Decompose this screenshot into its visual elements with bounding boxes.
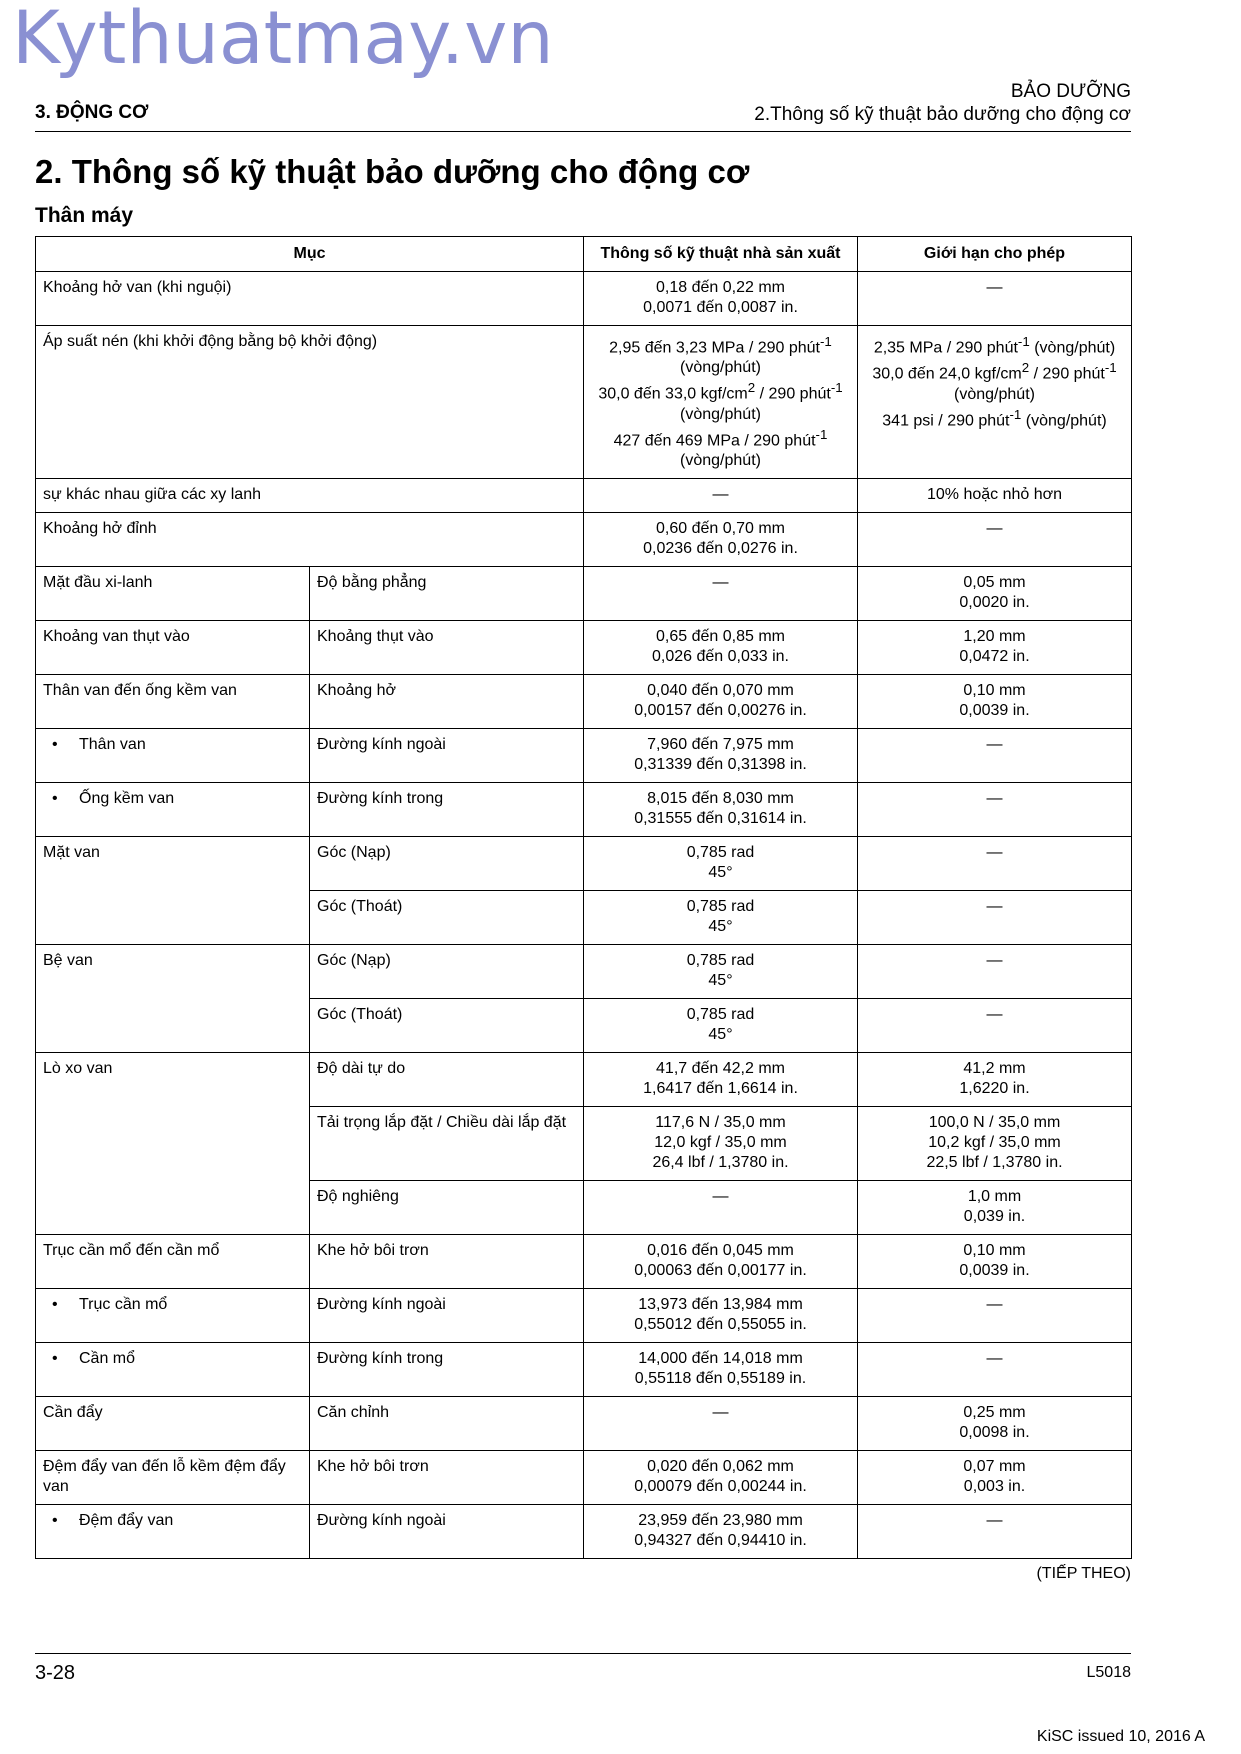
table-row bbox=[36, 326, 1132, 479]
spec-cell: 0,785 rad 45° bbox=[584, 836, 858, 890]
item-cell: • Trục cần mổ bbox=[36, 1288, 310, 1342]
limit-cell: — bbox=[858, 890, 1132, 944]
sub-item-cell: Độ dài tự do bbox=[310, 1052, 584, 1106]
item-cell: Bệ van bbox=[36, 944, 310, 1052]
table-row bbox=[36, 620, 1132, 674]
issued-note: KiSC issued 10, 2016 A bbox=[1036, 1728, 1205, 1745]
limit-cell: — bbox=[858, 1504, 1132, 1558]
sub-item-cell: Căn chỉnh bbox=[310, 1396, 584, 1450]
table-row bbox=[36, 1234, 1132, 1288]
limit-cell: 10% hoặc nhỏ hơn bbox=[858, 478, 1132, 512]
item-cell: • Thân van bbox=[36, 728, 310, 782]
limit-cell: — bbox=[858, 512, 1132, 566]
sub-item-cell: Góc (Nạp) bbox=[310, 836, 584, 890]
spec-cell: 0,040 đến 0,070 mm 0,00157 đến 0,00276 in. bbox=[584, 674, 858, 728]
spec-cell: 0,785 rad 45° bbox=[584, 890, 858, 944]
limit-cell: — bbox=[858, 836, 1132, 890]
limit-cell: — bbox=[858, 728, 1132, 782]
limit-cell: 1,20 mm 0,0472 in. bbox=[858, 620, 1132, 674]
item-cell: Khoảng hở đỉnh bbox=[36, 512, 584, 566]
sub-item-cell: Tải trọng lắp đặt / Chiều dài lắp đặt bbox=[310, 1106, 584, 1180]
header-divider bbox=[35, 131, 1131, 132]
item-cell: • Cần mổ bbox=[36, 1342, 310, 1396]
limit-cell: 0,05 mm 0,0020 in. bbox=[858, 566, 1132, 620]
spec-cell: 41,7 đến 42,2 mm 1,6417 đến 1,6614 in. bbox=[584, 1052, 858, 1106]
item-cell: Thân van đến ống kềm van bbox=[36, 674, 310, 728]
sub-item-cell: Khe hở bôi trơn bbox=[310, 1234, 584, 1288]
sub-item-cell: Đường kính ngoài bbox=[310, 1504, 584, 1558]
spec-cell: 2,95 đến 3,23 MPa / 290 phút$^{-1}$ (vòng/phút) 30,0 đến 33,0 kgf/$cm^2 / 290$ phút$^{-1}$ (vòng/phút) 427 đến 469 MPa / 290 phút$^{-1}$ (vòng/phút) bbox=[584, 326, 858, 479]
sub-item-cell: Độ nghiêng bbox=[310, 1180, 584, 1234]
header-spec: Thông số kỹ thuật nhà sản xuất bbox=[584, 237, 858, 272]
watermark-text: Kythuatmay.vn bbox=[12, 0, 554, 81]
limit-cell: — bbox=[858, 782, 1132, 836]
header-limit: Giới hạn cho phép bbox=[858, 237, 1132, 272]
header-section: 3. ĐỘNG CƠ bbox=[35, 102, 149, 123]
table-row bbox=[36, 1396, 1132, 1450]
spec-table bbox=[35, 236, 1132, 1559]
table-row bbox=[36, 478, 1132, 512]
table-row bbox=[36, 782, 1132, 836]
spec-cell: 8,015 đến 8,030 mm 0,31555 đến 0,31614 in. bbox=[584, 782, 858, 836]
spec-cell: 0,60 đến 0,70 mm 0,0236 đến 0,0276 in. bbox=[584, 512, 858, 566]
table-row bbox=[36, 1052, 1132, 1106]
footer-divider bbox=[35, 1653, 1131, 1654]
limit-cell: — bbox=[858, 272, 1132, 326]
table-row bbox=[36, 674, 1132, 728]
item-cell: sự khác nhau giữa các xy lanh bbox=[36, 478, 584, 512]
page-title: 2. Thông số kỹ thuật bảo dưỡng cho động cơ bbox=[35, 153, 750, 190]
table-row bbox=[36, 836, 1132, 890]
item-cell: Khoảng hở van (khi nguội) bbox=[36, 272, 584, 326]
spec-cell: 13,973 đến 13,984 mm 0,55012 đến 0,55055 in. bbox=[584, 1288, 858, 1342]
spec-cell: 0,785 rad 45° bbox=[584, 944, 858, 998]
spec-cell: 117,6 N / 35,0 mm 12,0 kgf / 35,0 mm 26,4 lbf / 1,3780 in. bbox=[584, 1106, 858, 1180]
spec-cell: 0,016 đến 0,045 mm 0,00063 đến 0,00177 in. bbox=[584, 1234, 858, 1288]
limit-cell: 41,2 mm 1,6220 in. bbox=[858, 1052, 1132, 1106]
sub-item-cell: Đường kính ngoài bbox=[310, 728, 584, 782]
sub-item-cell: Góc (Thoát) bbox=[310, 998, 584, 1052]
spec-cell: 23,959 đến 23,980 mm 0,94327 đến 0,94410 in. bbox=[584, 1504, 858, 1558]
item-cell: Trục cần mổ đến cần mổ bbox=[36, 1234, 310, 1288]
table-row bbox=[36, 272, 1132, 326]
document-code: L5018 bbox=[1086, 1664, 1131, 1681]
spec-cell: 0,785 rad 45° bbox=[584, 998, 858, 1052]
section-subtitle: Thân máy bbox=[35, 204, 134, 227]
table-row bbox=[36, 1288, 1132, 1342]
header-right bbox=[754, 80, 1131, 126]
item-cell: • Đệm đẩy van bbox=[36, 1504, 310, 1558]
limit-cell: 100,0 N / 35,0 mm 10,2 kgf / 35,0 mm 22,5 lbf / 1,3780 in. bbox=[858, 1106, 1132, 1180]
spec-cell: — bbox=[584, 1180, 858, 1234]
sub-item-cell: Đường kính ngoài bbox=[310, 1288, 584, 1342]
table-row bbox=[36, 728, 1132, 782]
table-row bbox=[36, 512, 1132, 566]
limit-cell: 0,10 mm 0,0039 in. bbox=[858, 1234, 1132, 1288]
limit-cell: — bbox=[858, 1288, 1132, 1342]
table-row bbox=[36, 566, 1132, 620]
limit-cell: 0,25 mm 0,0098 in. bbox=[858, 1396, 1132, 1450]
spec-cell: — bbox=[584, 1396, 858, 1450]
page-number: 3-28 bbox=[35, 1662, 76, 1684]
sub-item-cell: Khe hở bôi trơn bbox=[310, 1450, 584, 1504]
spec-cell: — bbox=[584, 478, 858, 512]
limit-cell: 2,35 MPa / 290 phút$^{-1}$ (vòng/phút) 30,0 đến 24,0 kgf/$cm^2 / 290$ phút$^{-1}$ (vòng/phút) 341 psi / 290 phút$^{-1}$ (vòng/phút) bbox=[858, 326, 1132, 479]
header-item: Mục bbox=[36, 237, 584, 272]
sub-item-cell: Khoảng thụt vào bbox=[310, 620, 584, 674]
item-cell: • Ống kềm van bbox=[36, 782, 310, 836]
limit-cell: — bbox=[858, 944, 1132, 998]
sub-item-cell: Đường kính trong bbox=[310, 1342, 584, 1396]
continued-note: (TIẾP THEO) bbox=[1036, 1565, 1131, 1582]
item-cell: Khoảng van thụt vào bbox=[36, 620, 310, 674]
table-header-row bbox=[36, 237, 1132, 272]
table-row bbox=[36, 1504, 1132, 1558]
spec-cell: 0,18 đến 0,22 mm 0,0071 đến 0,0087 in. bbox=[584, 272, 858, 326]
spec-cell: 7,960 đến 7,975 mm 0,31339 đến 0,31398 in. bbox=[584, 728, 858, 782]
limit-cell: 0,10 mm 0,0039 in. bbox=[858, 674, 1132, 728]
sub-item-cell: Góc (Nạp) bbox=[310, 944, 584, 998]
sub-item-cell: Độ bằng phẳng bbox=[310, 566, 584, 620]
table-row bbox=[36, 1450, 1132, 1504]
table-row bbox=[36, 1342, 1132, 1396]
item-cell: Áp suất nén (khi khởi động bằng bộ khởi động) bbox=[36, 326, 584, 479]
item-cell: Lò xo van bbox=[36, 1052, 310, 1234]
sub-item-cell: Đường kính trong bbox=[310, 782, 584, 836]
item-cell: Mặt van bbox=[36, 836, 310, 944]
spec-cell: 0,65 đến 0,85 mm 0,026 đến 0,033 in. bbox=[584, 620, 858, 674]
header-topic: 2.Thông số kỹ thuật bảo dưỡng cho động cơ bbox=[754, 104, 1131, 125]
spec-cell: — bbox=[584, 566, 858, 620]
limit-cell: — bbox=[858, 998, 1132, 1052]
limit-cell: 1,0 mm 0,039 in. bbox=[858, 1180, 1132, 1234]
item-cell: Mặt đầu xi-lanh bbox=[36, 566, 310, 620]
table-row bbox=[36, 944, 1132, 998]
spec-cell: 0,020 đến 0,062 mm 0,00079 đến 0,00244 in. bbox=[584, 1450, 858, 1504]
header-chapter: BẢO DƯỠNG bbox=[1010, 81, 1131, 102]
sub-item-cell: Góc (Thoát) bbox=[310, 890, 584, 944]
item-cell: Cần đẩy bbox=[36, 1396, 310, 1450]
spec-cell: 14,000 đến 14,018 mm 0,55118 đến 0,55189 in. bbox=[584, 1342, 858, 1396]
limit-cell: 0,07 mm 0,003 in. bbox=[858, 1450, 1132, 1504]
limit-cell: — bbox=[858, 1342, 1132, 1396]
sub-item-cell: Khoảng hở bbox=[310, 674, 584, 728]
item-cell: Đệm đẩy van đến lỗ kềm đệm đẩy van bbox=[36, 1450, 310, 1504]
